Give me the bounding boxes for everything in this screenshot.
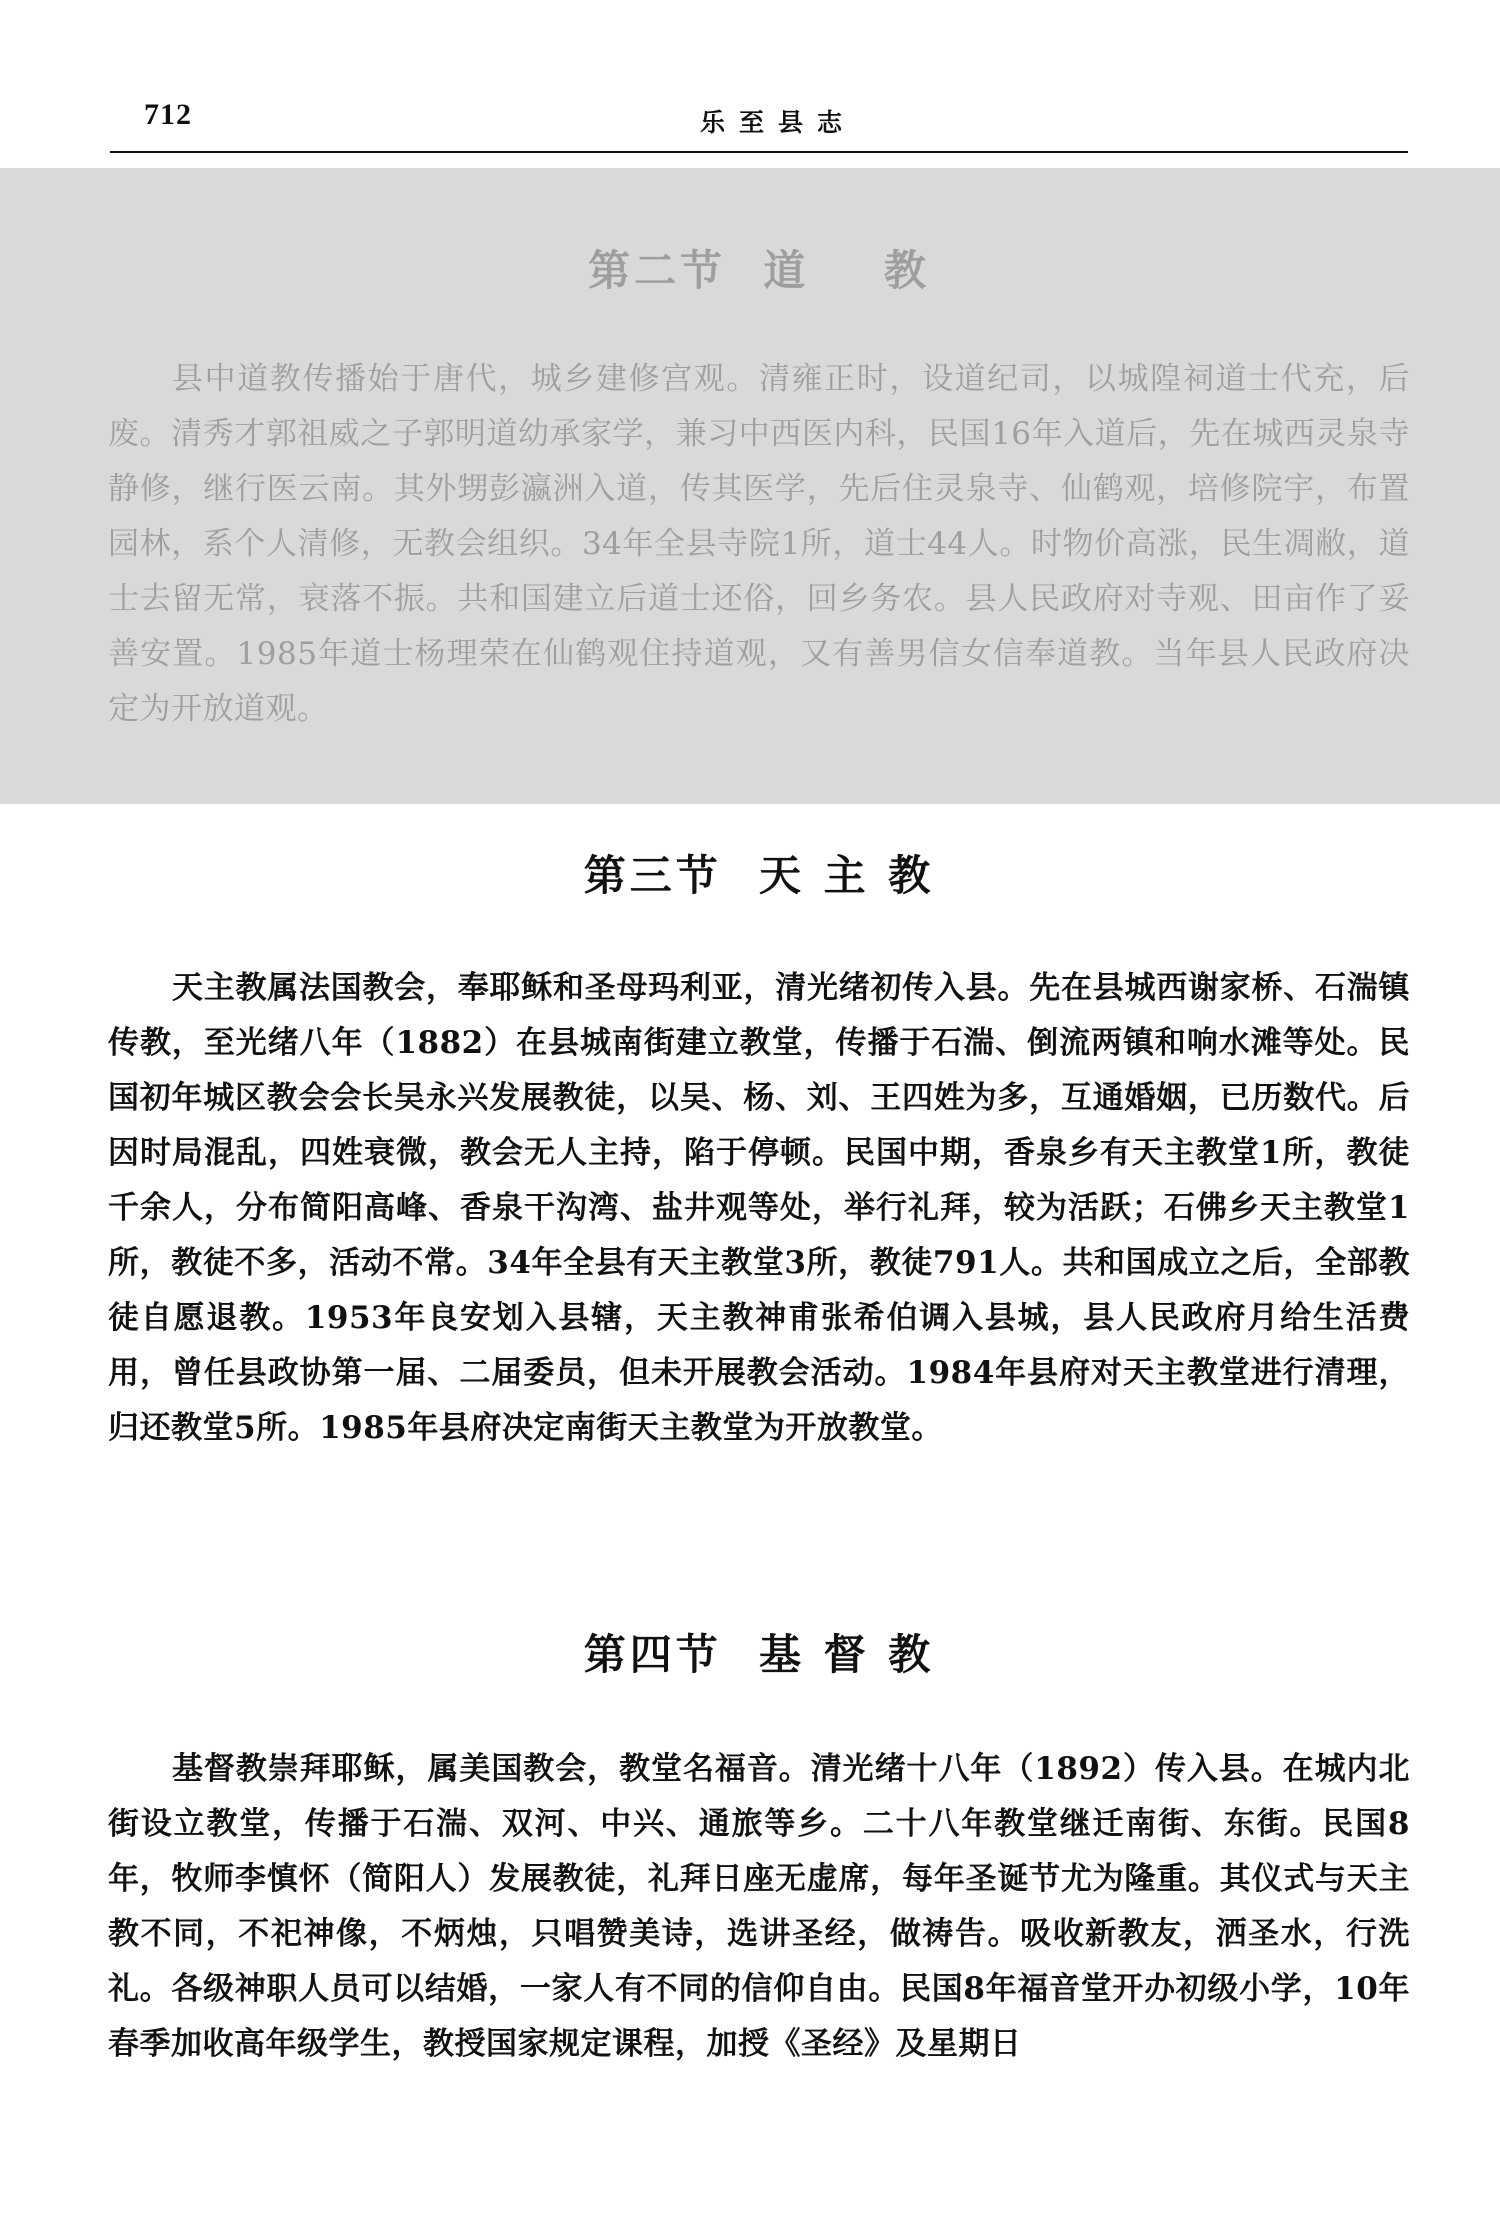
section-title: 第二节 道 教 [588,246,930,295]
section-title: 第三节 天 主 教 [583,851,935,900]
section-body: 县中道教传播始于唐代，城乡建修宫观。清雍正时，设道纪司，以城隍祠道士代充，后废。清秀才郭祖威之子郭明道幼承家学，兼习中西医内科，民国16年入道后，先在城西灵泉寺静修，继行医云南。其外甥彭瀛洲入道，传其医学，先后住灵泉寺、仙鹤观，培修院宇，布置园林，系个人清修，无教会组织。34年全县寺院1所，道士44人。时物价高涨，民生凋敝，道士去留无常，衰落不振。共和国建立后道士还俗，回乡务农。县人民政府对寺观、田亩作了妥善安置。1985年道士杨理荣在仙鹤观住持道观，又有善男信女信奉道教。当年县人民政府决定为开放道观。 [108,361,1410,727]
section-catholicism [108,843,1410,1456]
section-taoism [108,238,1410,737]
page-header [110,95,1408,153]
section-body: 基督教崇拜耶稣，属美国教会，教堂名福音。清光绪十八年（1892）传入县。在城内北街设立教堂，传播于石湍、双河、中兴、通旅等乡。二十八年教堂继迁南街、东街。民国8年，牧师李慎怀（简阳人）发展教徒，礼拜日座无虚席，每年圣诞节尤为隆重。其仪式与天主教不同，不祀神像，不炳烛，只唱赞美诗，选讲圣经，做祷告。吸收新教友，洒圣水，行洗礼。各级神职人员可以结婚，一家人有不同的信仰自由。民国8年福音堂开办初级小学，10年春季加收高年级学生，教授国家规定课程，加授《圣经》及星期日 [108,1751,1410,2062]
section-body: 天主教属法国教会，奉耶稣和圣母玛利亚，清光绪初传入县。先在县城西谢家桥、石湍镇传教，至光绪八年（1882）在县城南街建立教堂，传播于石湍、倒流两镇和响水滩等处。民国初年城区教会会长吴永兴发展教徒，以吴、杨、刘、王四姓为多，互通婚姻，已历数代。后因时局混乱，四姓衰微，教会无人主持，陷于停顿。民国中期，香泉乡有天主教堂1所，教徒千余人，分布简阳高峰、香泉干沟湾、盐井观等处，举行礼拜，较为活跃；石佛乡天主教堂1所，教徒不多，活动不常。34年全县有天主教堂3所，教徒791人。共和国成立之后，全部教徒自愿退教。1953年良安划入县辖，天主教神甫张希伯调入县城，县人民政府月给生活费用，曾任县政协第一届、二届委员，但未开展教会活动。1984年县府对天主教堂进行清理，归还教堂5所。1985年县府决定南街天主教堂为开放教堂。 [108,970,1410,1446]
section-christianity [108,1622,1410,2072]
page-number: 712 [144,98,192,131]
section-title: 第四节 基 督 教 [583,1630,935,1679]
book-title: 乐至县志 [700,108,857,137]
